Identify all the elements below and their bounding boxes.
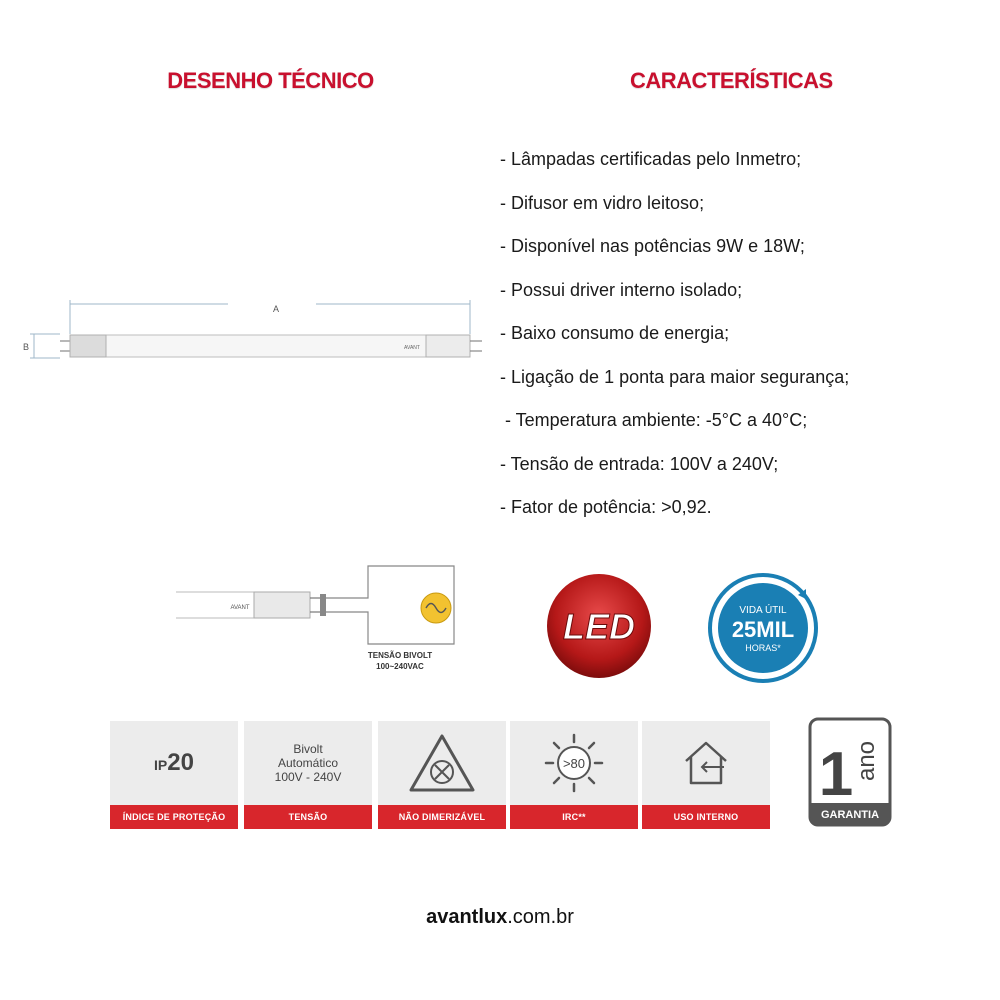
lifetime-line3: HORAS* <box>745 643 781 653</box>
spec-tile-label: ÍNDICE DE PROTEÇÃO <box>110 805 238 829</box>
lifetime-badge <box>708 573 818 683</box>
lifetime-line2: 25MIL <box>731 617 795 642</box>
led-badge-text: LED <box>563 606 635 647</box>
wiring-brand-mark: AVANT <box>230 605 250 611</box>
spec-tile-irc <box>510 721 638 829</box>
spec-tile-label: TENSÃO <box>244 805 372 829</box>
website-brand: avantlux <box>426 906 508 928</box>
spec-tile-voltage <box>244 721 372 829</box>
spec-tile-ip <box>110 721 238 829</box>
warranty-badge <box>808 717 892 827</box>
end-cap <box>254 592 310 618</box>
spec-tile-indoor <box>642 721 770 829</box>
dimension-a-line <box>70 300 470 334</box>
left-pins <box>60 341 70 351</box>
lifetime-line1: VIDA ÚTIL <box>739 605 787 616</box>
spec-tile-label: NÃO DIMERIZÁVEL <box>378 805 506 829</box>
wiring-diagram <box>170 560 460 680</box>
feature-item: - Tensão de entrada: 100V a 240V; <box>500 453 779 474</box>
pin-block <box>320 594 326 616</box>
voltage-text: Bivolt Automático 100V - 240V <box>274 742 342 784</box>
feature-item: - Lâmpadas certificadas pelo Inmetro; <box>500 149 802 169</box>
irc-value: >80 <box>562 756 586 771</box>
tube-brand-mark: AVANT <box>404 345 420 351</box>
website-suffix: .com.br <box>507 906 574 928</box>
feature-item: - Baixo consumo de energia; <box>500 323 730 343</box>
feature-item: - Fator de potência: >0,92. <box>500 497 712 517</box>
spec-tile-label: IRC** <box>510 805 638 829</box>
right-pins <box>470 341 482 351</box>
spec-tile-dimmable <box>378 721 506 829</box>
voltage-caption-line2: 100~240VAC <box>376 662 424 671</box>
spec-tiles <box>110 721 772 829</box>
dimension-b-line <box>30 334 60 358</box>
dimension-a-label: A <box>272 304 280 314</box>
irc-sun-icon <box>542 731 606 795</box>
features-heading: CARACTERÍSTICAS <box>630 68 833 93</box>
non-dimmable-icon <box>407 732 477 794</box>
technical-drawing-heading: DESENHO TÉCNICO <box>167 68 374 93</box>
voltage-caption-line1: TENSÃO BIVOLT <box>367 651 433 660</box>
website-link[interactable] <box>0 906 1000 929</box>
led-badge <box>546 573 652 679</box>
warranty-label: GARANTIA <box>820 809 880 821</box>
features-list <box>500 148 849 540</box>
feature-item: - Temperatura ambiente: -5°C a 40°C; <box>500 410 808 430</box>
right-end-cap <box>426 335 470 357</box>
left-end-cap <box>70 335 106 357</box>
feature-item: - Possui driver interno isolado; <box>500 279 743 300</box>
dimension-b-label: B <box>22 342 30 352</box>
technical-drawing <box>0 290 500 380</box>
feature-item: - Difusor em vidro leitoso; <box>500 192 705 213</box>
warranty-number: 1 <box>818 740 854 809</box>
spec-tile-label: USO INTERNO <box>642 805 770 829</box>
feature-item: - Disponível nas potências 9W e 18W; <box>500 236 805 256</box>
ip-rating: IP20 <box>154 749 194 776</box>
indoor-house-icon <box>680 737 732 789</box>
warranty-unit: ano <box>853 740 880 782</box>
feature-item: - Ligação de 1 ponta para maior segurança; <box>500 366 850 387</box>
